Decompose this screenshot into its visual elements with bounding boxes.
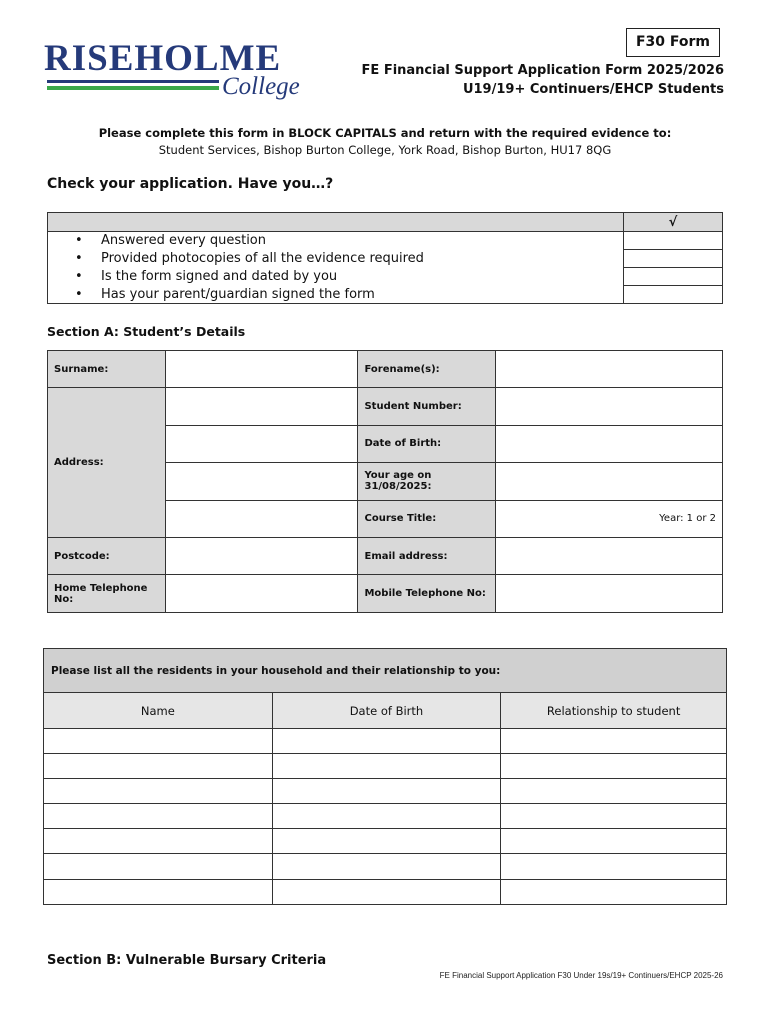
checklist-item-text: Has your parent/guardian signed the form	[101, 286, 375, 302]
checklist-item	[48, 250, 624, 268]
tick-box[interactable]	[624, 232, 723, 250]
form-title	[362, 61, 724, 99]
checklist-row	[48, 268, 723, 286]
dob-label: Date of Birth:	[358, 425, 496, 462]
address-label: Address:	[48, 388, 166, 538]
table-row	[44, 804, 727, 829]
resident-dob-field[interactable]	[272, 779, 501, 804]
course-title-label: Course Title:	[358, 500, 496, 537]
resident-dob-field[interactable]	[272, 854, 501, 879]
logo-wordmark: RISEHOLME	[44, 38, 282, 79]
checklist-heading: Check your application. Have you…?	[47, 176, 334, 192]
resident-name-field[interactable]	[44, 729, 273, 754]
table-row	[44, 729, 727, 754]
resident-dob-field[interactable]	[272, 804, 501, 829]
section-b-heading: Section B: Vulnerable Bursary Criteria	[47, 953, 327, 968]
table-row	[44, 829, 727, 854]
forenames-field[interactable]	[496, 351, 723, 388]
checklist-item	[48, 268, 624, 286]
resident-name-field[interactable]	[44, 829, 273, 854]
surname-label: Surname:	[48, 351, 166, 388]
resident-relationship-field[interactable]	[501, 729, 727, 754]
bullet-icon: •	[75, 286, 83, 302]
checklist-item-text: Answered every question	[101, 233, 267, 249]
address-line-field[interactable]	[165, 500, 358, 537]
resident-dob-field[interactable]	[272, 729, 501, 754]
home-telephone-field[interactable]	[165, 575, 358, 612]
bullet-icon: •	[75, 269, 83, 284]
forenames-label: Forename(s):	[358, 351, 496, 388]
checklist-row	[48, 232, 723, 250]
address-line-field[interactable]	[165, 425, 358, 462]
bullet-icon: •	[75, 251, 83, 266]
residents-table-title: Please list all the residents in your household and their relationship to you:	[44, 649, 727, 693]
resident-relationship-field[interactable]	[501, 879, 727, 904]
logo-subtitle: College	[222, 73, 300, 100]
household-residents-table	[43, 648, 727, 905]
course-year-field[interactable]: Year: 1 or 2	[496, 500, 723, 537]
resident-name-field[interactable]	[44, 754, 273, 779]
logo-blue-bar	[47, 80, 219, 83]
student-number-label: Student Number:	[358, 388, 496, 425]
resident-relationship-field[interactable]	[501, 854, 727, 879]
postcode-label: Postcode:	[48, 537, 166, 574]
table-row	[44, 779, 727, 804]
mobile-telephone-label: Mobile Telephone No:	[358, 575, 496, 612]
logo-green-bar	[47, 86, 219, 90]
checklist-table	[47, 212, 723, 304]
resident-dob-field[interactable]	[272, 754, 501, 779]
checklist-row	[48, 286, 723, 304]
age-field[interactable]	[496, 463, 723, 500]
home-telephone-label: Home Telephone No:	[48, 575, 166, 612]
address-line-field[interactable]	[165, 388, 358, 425]
surname-field[interactable]	[165, 351, 358, 388]
form-title-line2: U19/19+ Continuers/EHCP Students	[462, 82, 724, 97]
resident-relationship-field[interactable]	[501, 829, 727, 854]
section-a-heading: Section A: Student’s Details	[47, 324, 246, 339]
resident-name-field[interactable]	[44, 779, 273, 804]
email-field[interactable]	[496, 537, 723, 574]
instruction-line1: Please complete this form in BLOCK CAPITALS and return with the required evidence to:	[98, 126, 672, 140]
checklist-item	[48, 286, 624, 304]
checklist-item-text: Provided photocopies of all the evidence required	[101, 251, 424, 266]
resident-name-field[interactable]	[44, 804, 273, 829]
college-logo	[44, 40, 324, 104]
page-footer: FE Financial Support Application F30 Under 19s/19+ Continuers/EHCP 2025-26	[439, 971, 723, 980]
tick-column-header: √	[624, 213, 723, 232]
tick-box[interactable]	[624, 250, 723, 268]
checklist-row	[48, 250, 723, 268]
table-row	[44, 879, 727, 904]
checklist-item	[48, 232, 624, 250]
student-details-table	[47, 350, 723, 613]
age-label: Your age on 31/08/2025:	[358, 463, 496, 500]
column-header-dob: Date of Birth	[272, 693, 501, 729]
instruction-line2: Student Services, Bishop Burton College, York Road, Bishop Burton, HU17 8QG	[158, 143, 612, 157]
mobile-telephone-field[interactable]	[496, 575, 723, 612]
postcode-field[interactable]	[165, 537, 358, 574]
resident-relationship-field[interactable]	[501, 754, 727, 779]
column-header-name: Name	[44, 693, 273, 729]
checklist-header-blank	[48, 213, 624, 232]
tick-box[interactable]	[624, 286, 723, 304]
bullet-icon: •	[75, 233, 83, 249]
student-number-field[interactable]	[496, 388, 723, 425]
address-line-field[interactable]	[165, 463, 358, 500]
email-label: Email address:	[358, 537, 496, 574]
table-row	[44, 854, 727, 879]
table-row	[44, 754, 727, 779]
checklist-header-row	[48, 213, 723, 232]
resident-name-field[interactable]	[44, 854, 273, 879]
column-header-relationship: Relationship to student	[501, 693, 727, 729]
form-title-line1: FE Financial Support Application Form 2025/2026	[361, 63, 724, 78]
checklist-item-text: Is the form signed and dated by you	[101, 269, 338, 284]
resident-dob-field[interactable]	[272, 879, 501, 904]
resident-relationship-field[interactable]	[501, 804, 727, 829]
resident-relationship-field[interactable]	[501, 779, 727, 804]
form-code-badge: F30 Form	[626, 28, 720, 57]
resident-name-field[interactable]	[44, 879, 273, 904]
dob-field[interactable]	[496, 425, 723, 462]
resident-dob-field[interactable]	[272, 829, 501, 854]
tick-box[interactable]	[624, 268, 723, 286]
